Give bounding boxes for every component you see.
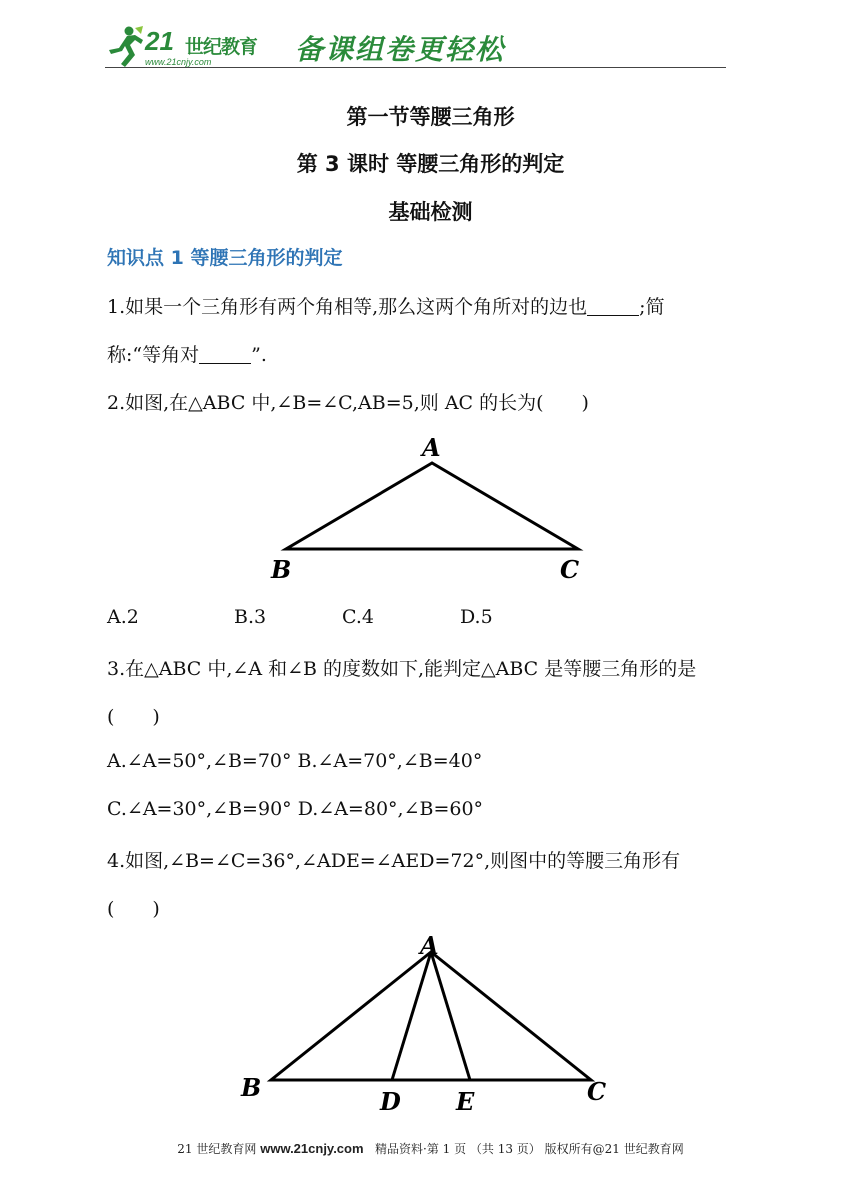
header-divider <box>105 67 726 68</box>
vertex-label-b: B <box>241 1073 262 1102</box>
vertex-label-c: C <box>587 1077 607 1106</box>
question-3-options-2: C.∠A=30°,∠B=90° D.∠A=80°,∠B=60° <box>107 798 484 820</box>
footer-site: 21 世纪教育网 <box>177 1142 257 1156</box>
option-d[interactable]: D.5 <box>460 606 493 628</box>
segment-ad <box>392 952 431 1080</box>
logo-url: www.21cnjy.com <box>145 57 212 67</box>
vertex-label-a: A <box>422 433 441 462</box>
vertex-label-b: B <box>271 555 292 584</box>
triangle-figure-abcde <box>230 928 620 1118</box>
question-3-options-1: A.∠A=50°,∠B=70° B.∠A=70°,∠B=40° <box>107 750 483 772</box>
triangle-outline <box>286 463 578 549</box>
chapter-title: 第一节等腰三角形 <box>346 105 515 129</box>
question-1-line-1 <box>107 292 665 319</box>
footer-info: 精品资料·第 1 页 （共 13 页） 版权所有@21 世纪教育网 <box>375 1142 684 1156</box>
logo-text: 世纪教育 <box>185 36 258 58</box>
triangle-figure-abc <box>260 428 600 588</box>
header-slogan: 备课组卷更轻松 <box>295 33 506 66</box>
triangle-outline <box>271 952 591 1080</box>
question-3-stem-2: ( ) <box>107 706 160 728</box>
point-label-d: D <box>380 1087 401 1116</box>
vertex-label-c: C <box>560 555 580 584</box>
answer-blank[interactable] <box>587 297 639 316</box>
site-logo <box>105 24 285 68</box>
page-footer <box>0 1140 861 1157</box>
question-1-text-b: ;简 <box>639 296 665 318</box>
question-1-text-d: ”. <box>251 344 267 366</box>
part-title: 基础检测 <box>388 200 473 224</box>
question-3-stem-1: 3.在△ABC 中,∠A 和∠B 的度数如下,能判定△ABC 是等腰三角形的是 <box>107 658 697 680</box>
option-b[interactable]: B.3 <box>234 606 267 628</box>
option-a[interactable]: A.2 <box>107 606 139 628</box>
section-heading: 知识点 1 等腰三角形的判定 <box>107 247 343 269</box>
logo-number: 21 <box>145 26 174 56</box>
runner-icon <box>105 24 145 68</box>
lesson-title: 第 3 课时 等腰三角形的判定 <box>296 152 565 176</box>
vertex-label-a: A <box>420 931 439 960</box>
option-c[interactable]: C.4 <box>342 606 374 628</box>
question-1-line-2 <box>107 340 267 367</box>
page-header <box>105 22 726 70</box>
point-label-e: E <box>456 1087 475 1116</box>
segment-ae <box>431 952 470 1080</box>
answer-blank[interactable] <box>199 345 251 364</box>
question-1-text-c: 称:“等角对 <box>107 344 200 366</box>
footer-url[interactable]: www.21cnjy.com <box>260 1141 364 1156</box>
question-4-stem-1: 4.如图,∠B=∠C=36°,∠ADE=∠AED=72°,则图中的等腰三角形有 <box>107 850 681 872</box>
question-4-stem-2: ( ) <box>107 898 160 920</box>
question-1-text-a: 1.如果一个三角形有两个角相等,那么这两个角所对的边也 <box>107 296 588 318</box>
question-2-stem: 2.如图,在△ABC 中,∠B=∠C,AB=5,则 AC 的长为( ) <box>107 392 589 414</box>
